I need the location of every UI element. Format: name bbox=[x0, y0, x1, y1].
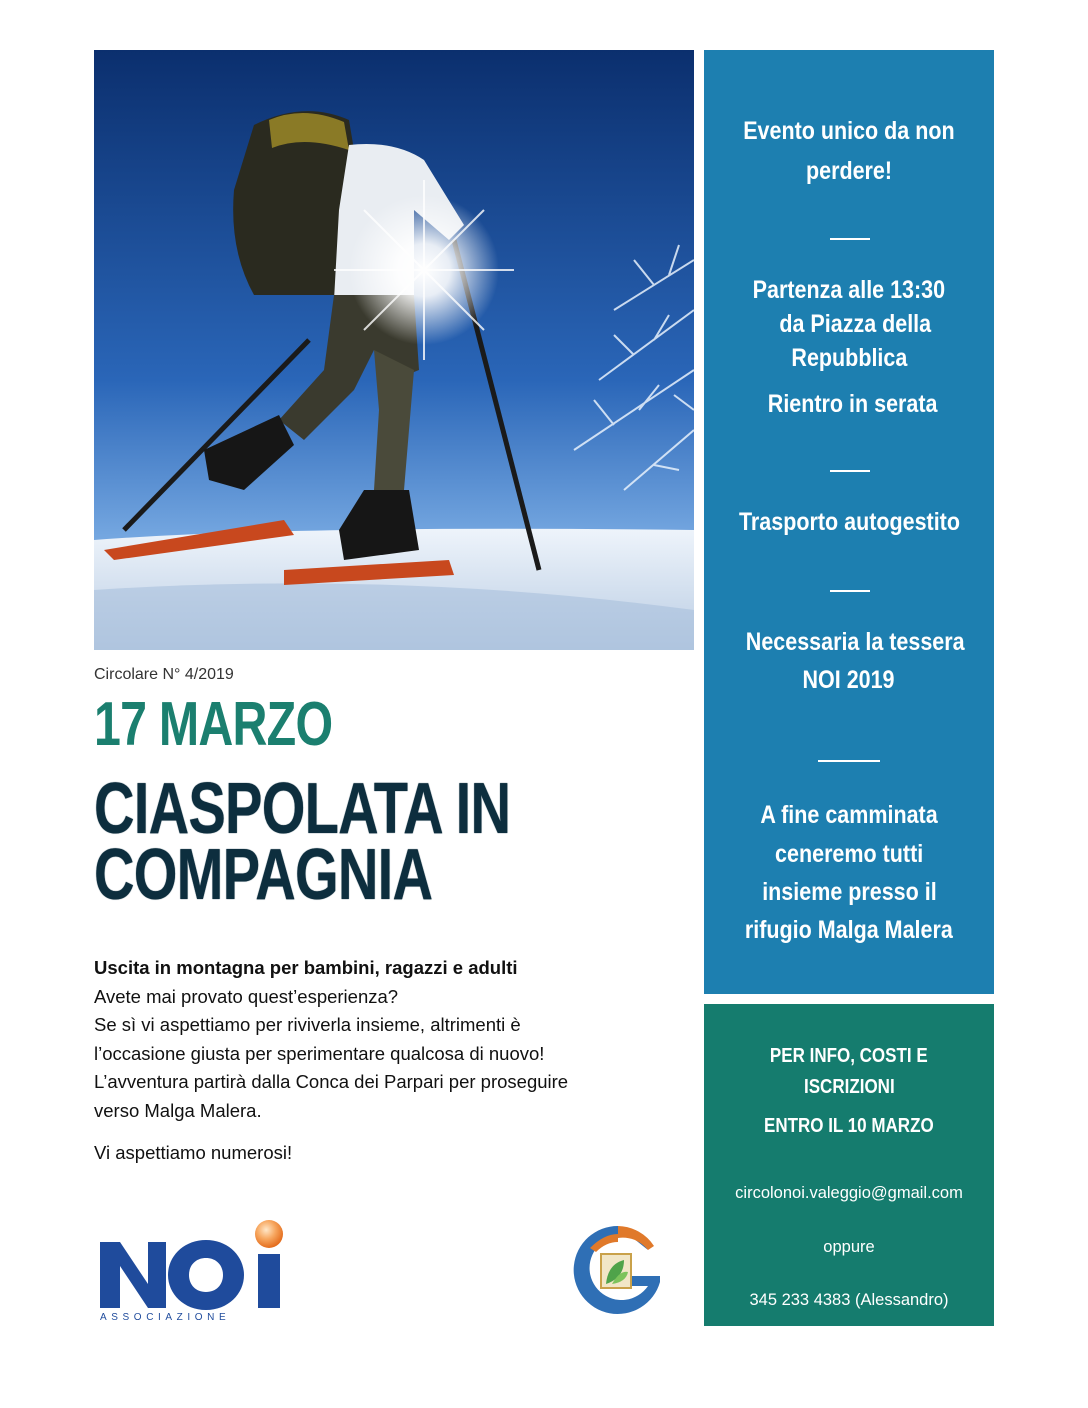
dinner-line-2: ceneremo tutti bbox=[774, 840, 924, 868]
contact-email[interactable]: circolonoi.valeggio@gmail.com bbox=[735, 1184, 963, 1202]
event-title-line-1: CIASPOLATA IN bbox=[94, 769, 511, 849]
paragraph-line: verso Malga Malera. bbox=[94, 1099, 262, 1121]
event-title-line-2: COMPAGNIA bbox=[94, 835, 433, 915]
or-label: oppure bbox=[823, 1238, 875, 1256]
paragraph-line: L’avventura partirà dalla Conca dei Parpari per proseguire bbox=[94, 1071, 569, 1092]
event-description bbox=[94, 954, 704, 1168]
paragraph-line: Avete mai provato quest’esperienza? bbox=[94, 985, 399, 1007]
event-unique-line-2: perdere! bbox=[805, 157, 893, 185]
card-required-line-2: NOI 2019 bbox=[802, 666, 896, 694]
closing-sentence: Vi aspettiamo numerosi! bbox=[94, 1142, 293, 1163]
separator-line bbox=[830, 238, 870, 240]
dinner-line-1: A fine camminata bbox=[760, 801, 938, 829]
info-heading-line-2: ISCRIZIONI bbox=[803, 1076, 895, 1098]
departure-line-3: Repubblica bbox=[791, 344, 907, 372]
card-required-line-1: Necessaria la tessera bbox=[745, 628, 965, 656]
transport-info: Trasporto autogestito bbox=[738, 508, 960, 536]
event-unique-line-1: Evento unico da non bbox=[743, 117, 955, 145]
paragraph-line: l’occasione giusta per sperimentare qualcosa di nuovo! bbox=[94, 1042, 545, 1064]
separator-line bbox=[830, 470, 870, 472]
noi-associazione-logo bbox=[96, 1218, 290, 1322]
return-time: Rientro in serata bbox=[768, 390, 938, 418]
lead-sentence: Uscita in montagna per bambini, ragazzi e adulti bbox=[94, 957, 518, 978]
registration-deadline: ENTRO IL 10 MARZO bbox=[764, 1115, 934, 1137]
event-date: 17 MARZO bbox=[94, 690, 333, 759]
noi-logo-subtitle: ASSOCIAZIONE bbox=[100, 1312, 231, 1322]
circular-number: Circolare N° 4/2019 bbox=[94, 666, 234, 683]
oratorio-g-logo bbox=[568, 1220, 668, 1320]
info-contact-box bbox=[704, 1004, 994, 1326]
dinner-line-4: rifugio Malga Malera bbox=[745, 916, 953, 944]
departure-line-1: Partenza alle 13:30 bbox=[752, 276, 946, 304]
separator-line bbox=[830, 590, 870, 592]
event-title bbox=[94, 769, 511, 915]
contact-phone[interactable]: 345 233 4383 (Alessandro) bbox=[749, 1291, 949, 1309]
separator-line bbox=[818, 760, 880, 762]
hero-photo-snowshoe-hiker bbox=[94, 50, 694, 650]
dinner-line-3: insieme presso il bbox=[761, 878, 937, 906]
departure-line-2: da Piazza della bbox=[779, 310, 931, 338]
paragraph-line: Se sì vi aspettiamo per riviverla insieme, altrimenti è bbox=[94, 1014, 521, 1035]
info-heading-line-1: PER INFO, COSTI E bbox=[770, 1045, 928, 1067]
event-details-sidebar bbox=[704, 50, 994, 994]
